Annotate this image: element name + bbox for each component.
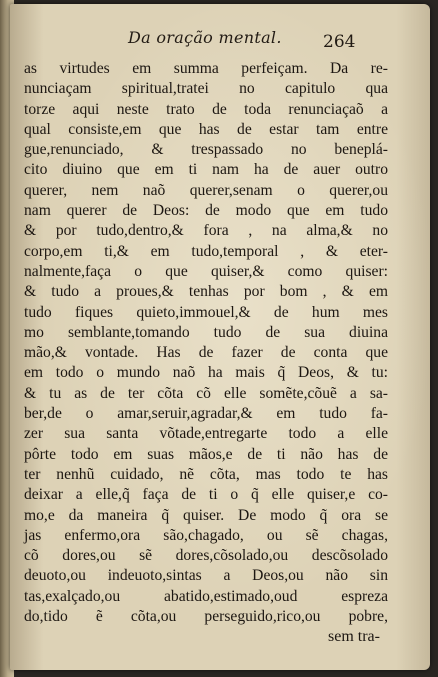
text-line: qual consiste,em que has de estar tam entre bbox=[24, 120, 388, 138]
text-line: do,tido ẽ cõta,ou perseguido,rico,ou pobre, bbox=[24, 608, 388, 626]
text-line: nunciaçam spiritual,tratei no capitulo qua bbox=[24, 80, 388, 98]
text-line: cõ dores,ou sẽ dores,cõsolado,ou descõsolado bbox=[24, 547, 388, 565]
text-line: pôrte todo em suas mãos,e de ti não has de bbox=[24, 445, 388, 463]
text-line: querer, nem naõ querer,senam o querer,ou bbox=[24, 181, 388, 199]
text-line: em todo o mundo naõ ha mais q̃ Deos, & tu: bbox=[24, 364, 388, 382]
text-line: & por tudo,dentro,& fora , na alma,& no bbox=[24, 222, 388, 240]
text-line: mo semblante,tomando tudo de sua diuina bbox=[24, 323, 388, 341]
text-line: as virtudes em summa perfeiçam. Da re- bbox=[24, 60, 388, 77]
text-line: deuoto,ou indeuoto,sintas a Deos,ou não sin bbox=[24, 567, 388, 585]
text-line: & tudo a proues,& tenhas por bom , & em bbox=[24, 283, 388, 301]
text-line: gue,renunciado, & trespassado no beneplá- bbox=[24, 141, 388, 159]
text-line: torze aqui neste trato de toda renunciaçaõ a bbox=[24, 100, 388, 118]
book-page bbox=[10, 4, 430, 670]
text-line: ber,de o amar,seruir,agradar,& em tudo fa- bbox=[24, 405, 388, 423]
text-line: corpo,em ti,& em tudo,temporal , & eter- bbox=[24, 242, 388, 260]
text-line: & tu as de ter cõta cõ elle somẽte,cõuẽ a sa- bbox=[24, 384, 388, 402]
catchword: sem tra- bbox=[328, 628, 380, 645]
text-line: zer sua santa võtade,entregarte todo a elle bbox=[24, 425, 388, 443]
text-line: jas enfermo,ora são,chagado, ou sẽ chagas, bbox=[24, 526, 388, 544]
text-line: mão,& vontade. Has de fazer de conta que bbox=[24, 344, 388, 362]
text-line: nam querer de Deos: de modo que em tudo bbox=[24, 202, 388, 220]
body-text bbox=[24, 59, 388, 627]
text-line: ter nenhũ cuidado, nẽ cõta, mas todo te has bbox=[24, 465, 388, 483]
text-line: nalmente,faça o que quiser,& como quiser: bbox=[24, 262, 388, 280]
text-line: cito diuino que em ti nam ha de auer outro bbox=[24, 161, 388, 179]
text-line: deixar a elle,q̃ faça de ti o q̃ elle quiser,e co- bbox=[24, 486, 388, 504]
text-line: tudo fiques quieto,immouel,& de hum mes bbox=[24, 303, 388, 321]
text-line: tas,exalçado,ou abatido,estimado,oud espreza bbox=[24, 587, 388, 605]
page-number: 264 bbox=[323, 32, 356, 52]
running-head: Da oração mental. bbox=[128, 28, 282, 47]
text-line: mo,e da maneira q̃ quiser. De modo q̃ ora se bbox=[24, 506, 388, 524]
